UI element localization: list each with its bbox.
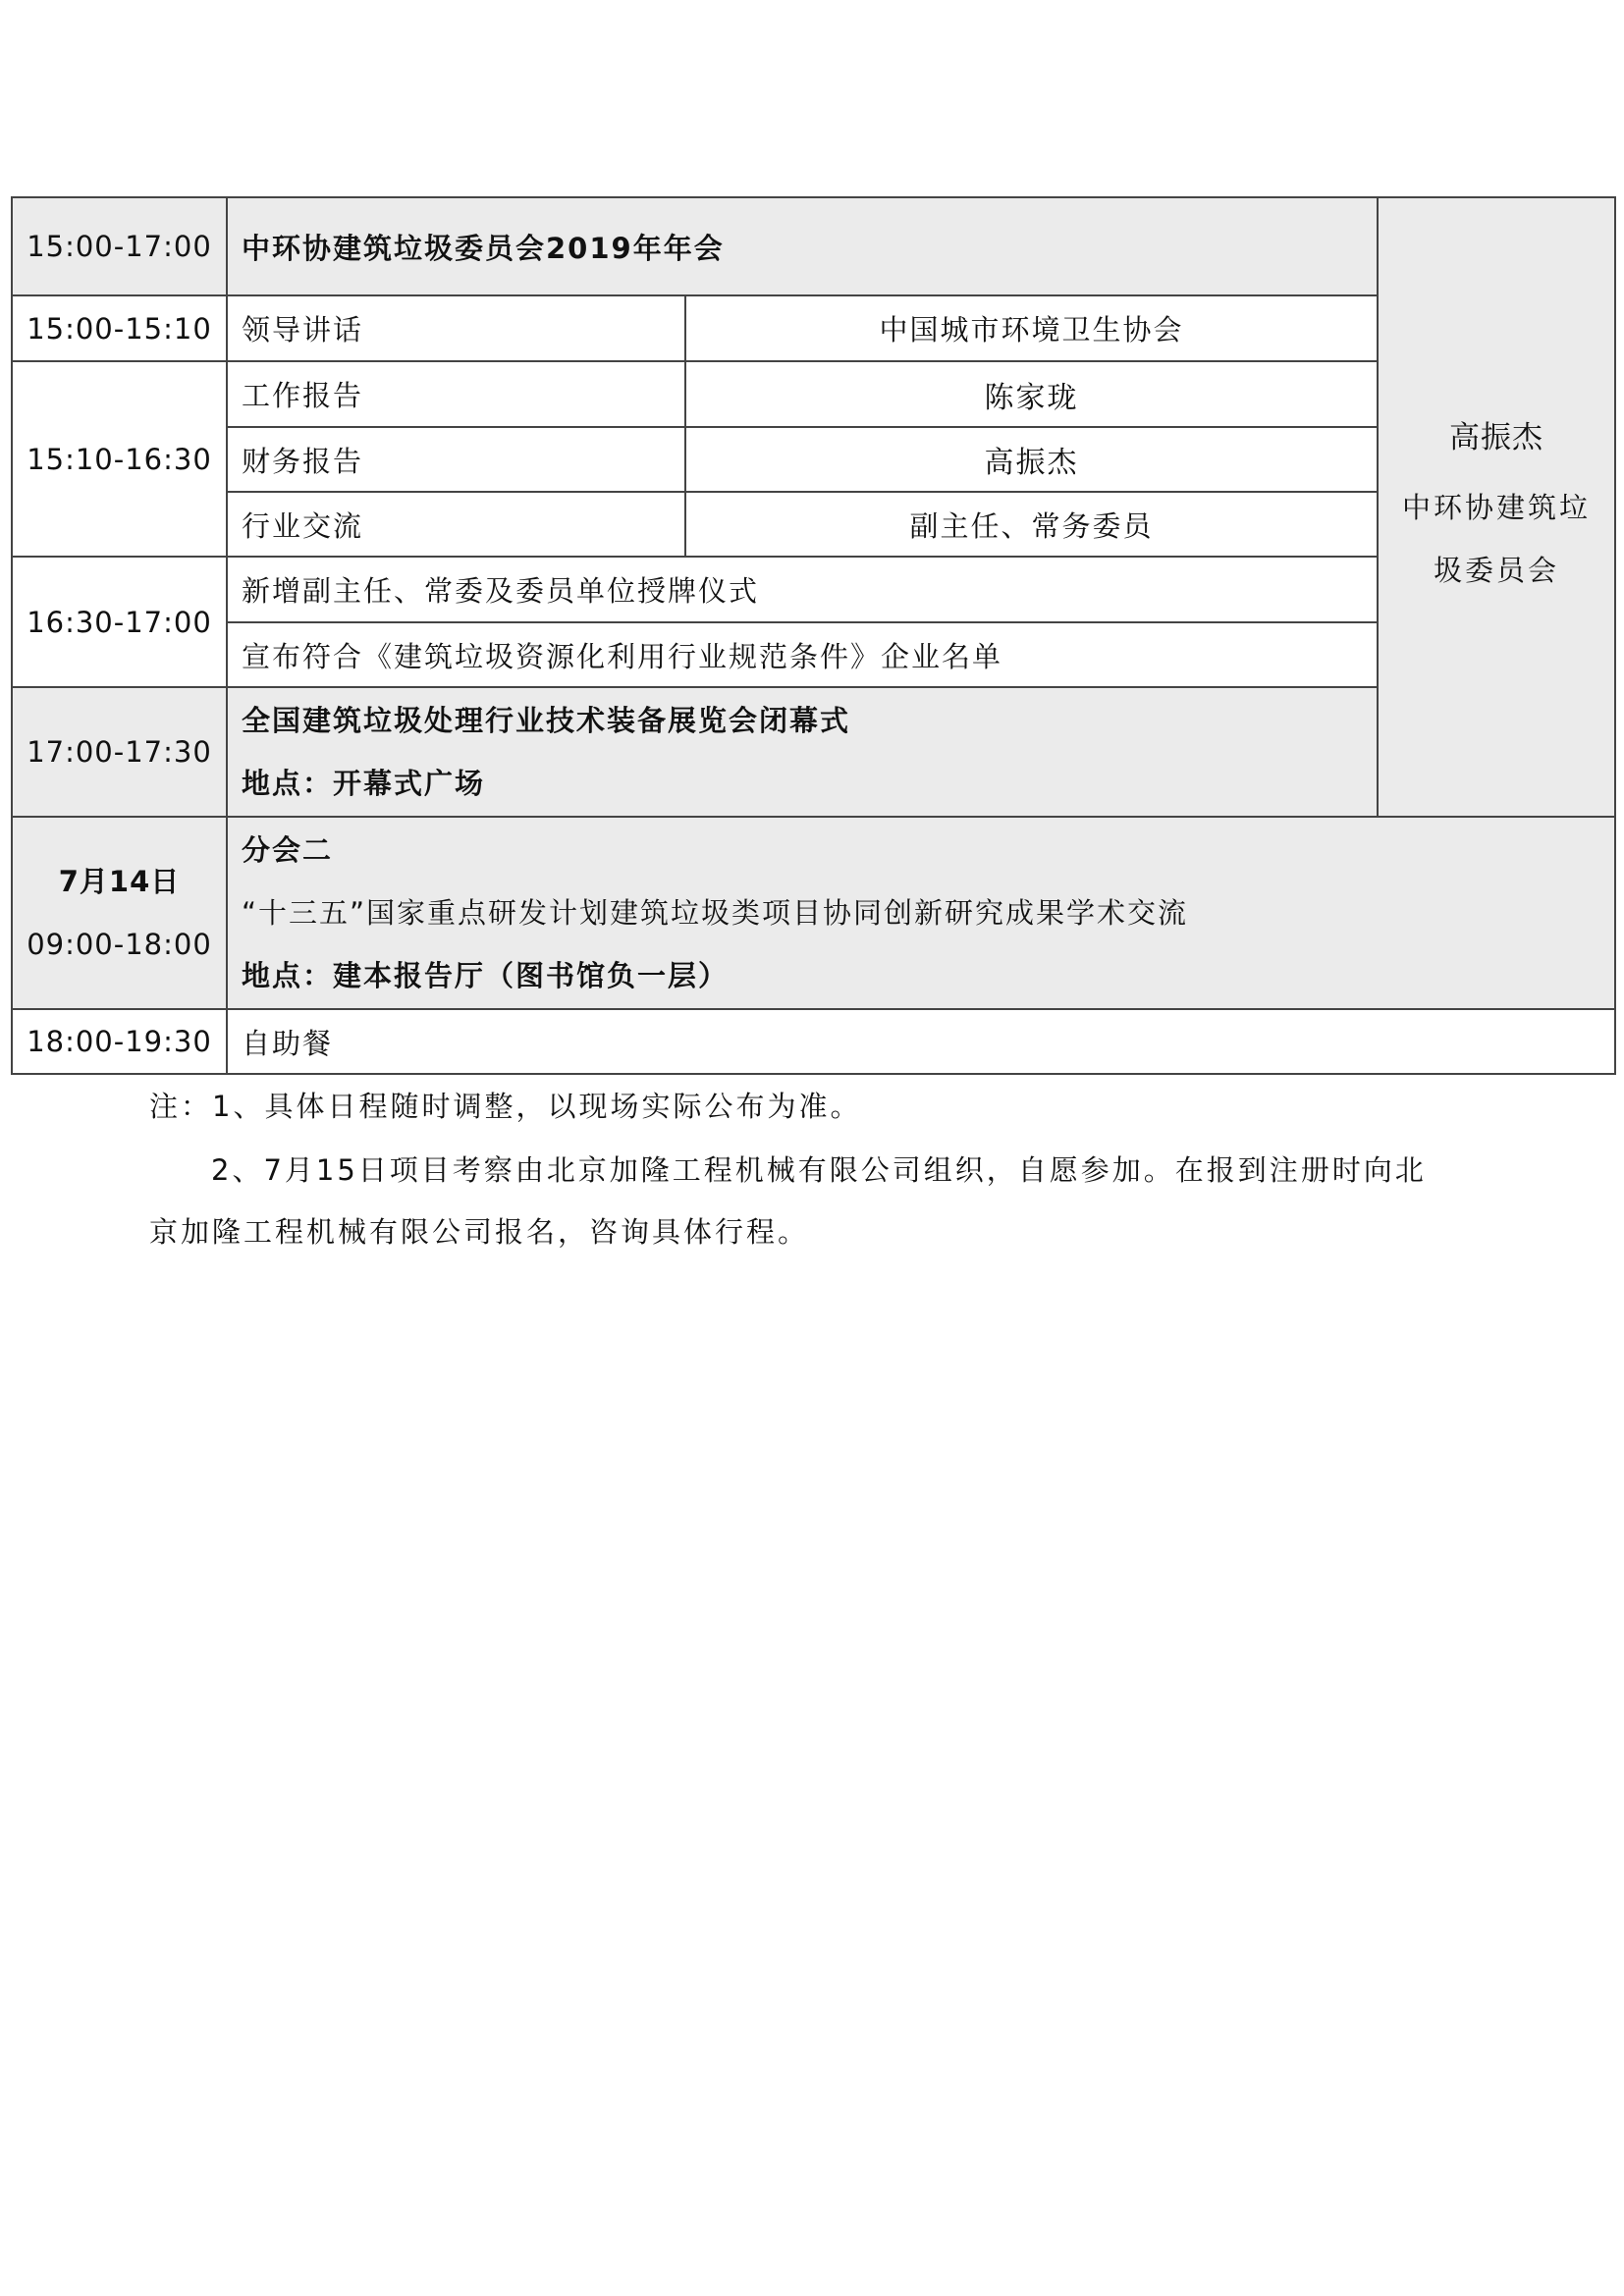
session-title: 中环协建筑垃圾委员会2019年年会 [227, 197, 1378, 295]
agenda-item: 领导讲话 [227, 295, 685, 361]
agenda-item: 自助餐 [227, 1009, 1615, 1074]
table-row [12, 557, 1615, 622]
agenda-item: 新增副主任、常委及委员单位授牌仪式 [227, 557, 1378, 622]
speaker-cell: 高振杰 [685, 427, 1378, 492]
speaker-cell: 陈家珑 [685, 361, 1378, 427]
session-time: 09:00-18:00 [27, 928, 212, 961]
table-row [12, 295, 1615, 361]
table-row [12, 427, 1615, 492]
agenda-item: 行业交流 [227, 492, 685, 557]
session-title: 全国建筑垃圾处理行业技术装备展览会闭幕式 [242, 704, 851, 737]
time-cell: 15:10-16:30 [12, 361, 227, 557]
session-date: 7月14日 [58, 865, 181, 898]
session-location: 地点：建本报告厅（图书馆负一层） [242, 959, 730, 992]
host-org-line1: 中环协建筑垃 [1401, 491, 1591, 524]
session-cell [227, 687, 1378, 817]
table-row [12, 1009, 1615, 1074]
session-title: 分会二 [242, 833, 334, 867]
host-org-line2: 圾委员会 [1433, 554, 1559, 587]
time-cell: 18:00-19:30 [12, 1009, 227, 1074]
time-cell: 17:00-17:30 [12, 687, 227, 817]
table-row [12, 197, 1615, 295]
table-row [12, 622, 1615, 687]
session-location: 地点：开幕式广场 [242, 767, 486, 800]
date-time-cell [12, 817, 227, 1009]
session-subtitle: “十三五”国家重点研发计划建筑垃圾类项目协同创新研究成果学术交流 [242, 896, 1189, 930]
note-line-2: 2、7月15日项目考察由北京加隆工程机械有限公司组织，自愿参加。在报到注册时向北 [211, 1153, 1427, 1187]
speaker-cell: 中国城市环境卫生协会 [685, 295, 1378, 361]
table-row [12, 687, 1615, 817]
time-cell: 15:00-15:10 [12, 295, 227, 361]
session-cell [227, 817, 1615, 1009]
time-cell: 16:30-17:00 [12, 557, 227, 687]
agenda-item: 工作报告 [227, 361, 685, 427]
table-row [12, 492, 1615, 557]
agenda-item: 宣布符合《建筑垃圾资源化利用行业规范条件》企业名单 [227, 622, 1378, 687]
time-cell: 15:00-17:00 [12, 197, 227, 295]
speaker-cell: 副主任、常务委员 [685, 492, 1378, 557]
table-row [12, 361, 1615, 427]
agenda-item: 财务报告 [227, 427, 685, 492]
note-line-3: 京加隆工程机械有限公司报名，咨询具体行程。 [149, 1215, 810, 1249]
schedule-table [11, 196, 1616, 1075]
table-row [12, 817, 1615, 1009]
note-line-1: 注：1、具体日程随时调整，以现场实际公布为准。 [149, 1090, 862, 1123]
host-name: 高振杰 [1449, 420, 1543, 455]
host-cell [1378, 197, 1615, 817]
